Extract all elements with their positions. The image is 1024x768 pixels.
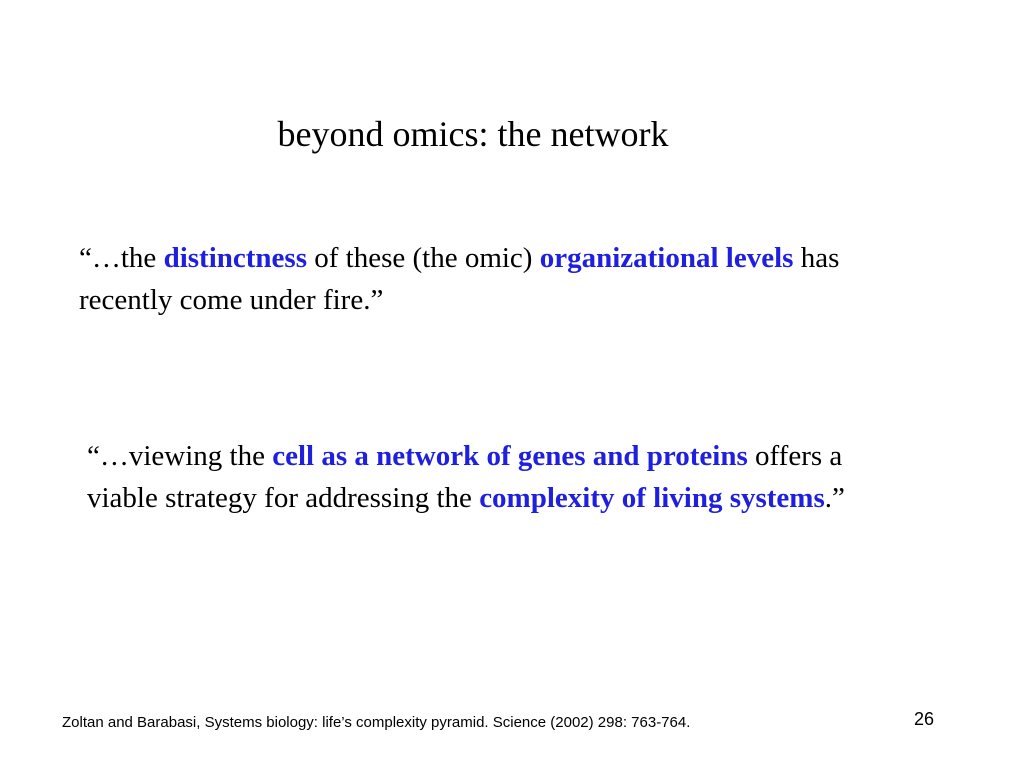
page-number: 26 bbox=[914, 709, 935, 729]
quote-1-highlight-distinctness: distinctness bbox=[163, 242, 307, 274]
quote-organizational-levels bbox=[79, 237, 849, 321]
quote-2-text-3: .” bbox=[824, 482, 845, 514]
quote-1-text-2: of these (the omic) bbox=[306, 242, 540, 274]
quote-2-highlight-cell-network: cell as a network of genes and proteins bbox=[272, 440, 748, 472]
quote-cell-network bbox=[87, 435, 887, 519]
quote-2-highlight-complexity: complexity of living systems bbox=[479, 482, 825, 514]
quote-1-text-1: “…the bbox=[79, 242, 164, 274]
quote-2-text-1: “…viewing the bbox=[87, 440, 273, 472]
quote-1-highlight-organizational-levels: organizational levels bbox=[539, 242, 794, 274]
citation-footnote: Zoltan and Barabasi, Systems biology: life’s complexity pyramid. Science (2002) 298: 763-764. bbox=[62, 714, 691, 731]
quote-2-text-2: offers a viable strategy for addressing the bbox=[87, 440, 843, 514]
slide-title: beyond omics: the network bbox=[277, 114, 669, 154]
quote-1-text-3: has recently come under fire.” bbox=[79, 242, 840, 316]
